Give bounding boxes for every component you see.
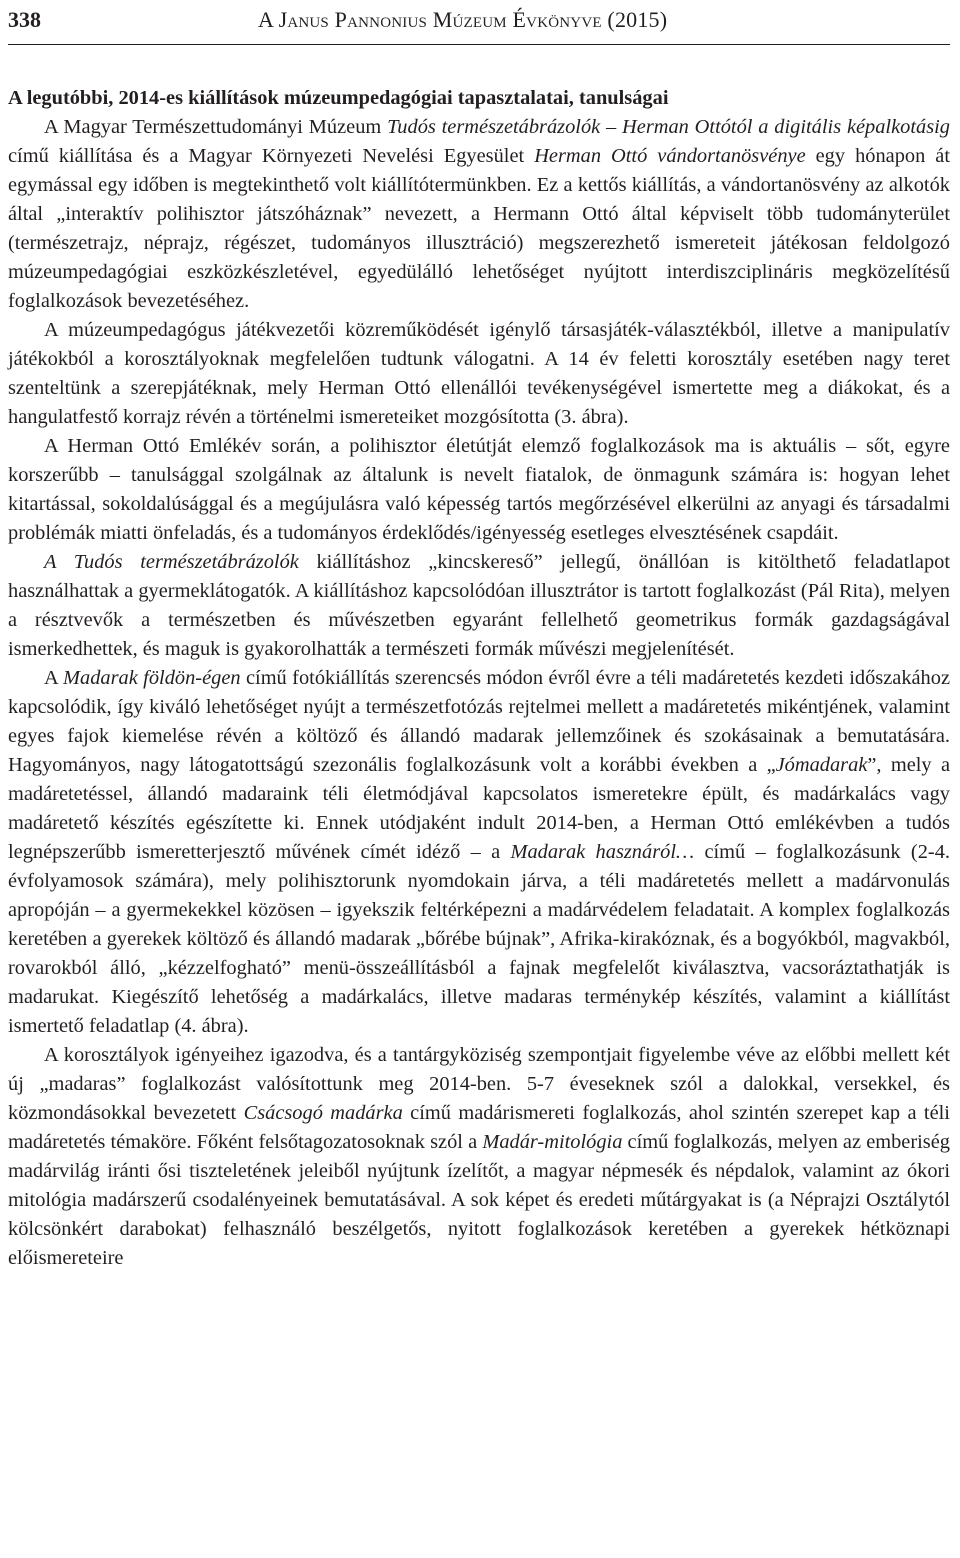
article-body <box>8 84 950 1273</box>
italic-title-text: Herman Ottó vándortanösvénye <box>534 145 806 167</box>
running-title: A Janus Pannonius Múzeum Évkönyve (2015) <box>258 7 668 32</box>
italic-title-text: Jómadarak <box>775 754 868 776</box>
section-heading: A legutóbbi, 2014-es kiállítások múzeumpedagógiai tapasztalatai, tanulságai <box>8 87 669 109</box>
body-text: című fotókiállítás szerencsés módon évről évre a téli madáretetés kezdeti időszakához kapcsolódik, így kiváló lehetőséget nyújt a természetfotózás rejtelmei mellett a madáretetés mikéntjének, valamint egyes fajok kiemelése révén a költöző és állandó madarak jellemzőinek és szokásainak a bemutatására. Hagyományos, nagy látogatottságú szezonális foglalkozásunk volt a korábbi években a „ <box>8 667 951 776</box>
paragraph <box>8 316 950 432</box>
body-text: A múzeumpedagógus játékvezetői közreműködését igénylő társasjáték-választékból, illetve a manipulatív játékokból a korosztályoknak megfelelően tudtunk válogatni. A 14 év feletti korosztály esetében nagy teret szenteltünk a szerepjátéknak, mely Herman Ottó ellenállói tevékenységével ismertette meg a diákokat, és a hangulatfestő korrajz révén a történelmi ismereteiket mozgósította (3. ábra). <box>8 319 950 428</box>
header-rule <box>8 44 950 45</box>
paragraph <box>8 1041 950 1273</box>
paragraph <box>8 548 950 664</box>
page-number: 338 <box>8 7 41 32</box>
body-text: A korosztályok igényeihez igazodva, és a tantárgyköziség szempontjait figyelembe véve az előbbi mellett két új „madaras” foglalkozást valósítottunk meg 2014-ben. 5-7 éveseknek szól a dalokkal, versekkel, és közmondásokkal bevezetett <box>8 1044 950 1124</box>
italic-title-text: Madár-mitológia <box>482 1131 623 1153</box>
italic-title-text: Madarak hasznáról… <box>510 841 695 863</box>
italic-title-text: Csácsogó madárka <box>243 1102 403 1124</box>
italic-title-text: A Tudós természetábrázolók <box>44 551 299 573</box>
paragraph <box>8 664 950 1041</box>
body-text: című – foglalkozásunk (2-4. évfolyamosok számára), mely polihisztorunk nyomdokain járva, a téli madáretetés mellett a madárvonulás apropóján – a gyermekekkel közösen – igyekszik feltérképezni a madárvédelem feladatait. A komplex foglalkozás keretében a gyerekek költöző és állandó madarak „bőrébe bújnak”, Afrika-kirakóznak, és a bogyókból, magvakból, rovarokból álló, „kézzelfogható” menü-összeállításból a fajnak megfelelőt kiválasztva, vacsoráztathatják is madarukat. Kiegészítő lehetőség a madárkalács, illetve madaras terménykép készítés, valamint a kiállítást ismertető feladatlap (4. ábra). <box>8 841 951 1037</box>
page-header <box>0 0 960 44</box>
body-text: kiállításhoz „kincskereső” jellegű, önállóan is kitölthető feladatlapot használhattak a gyermeklátogatók. A kiállításhoz kapcsolódóan illusztrátor is tartott foglalkozást (Pál Rita), melyen a résztvevők a természetben és művészetben egyaránt fellelhető geometrikus formák gazdagságával ismerkedhettek, és maguk is gyakorolhatták a természeti formák művészi megjelenítését. <box>8 551 951 660</box>
paragraph <box>8 432 950 548</box>
body-text: című foglalkozás, melyen az emberiség madárvilág iránti ősi tiszteletének jeleiből nyújtunk ízelítőt, a magyar népmesék és népdalok, valamint az ókori mitológia madárszerű csodalényeinek bemutatásával. A sok képet és eredeti műtárgyakat is (a Néprajzi Osztálytól kölcsönkért darabokat) felhasználó beszélgetős, nyitott foglalkozások keretében a gyerekek hétköznapi előismereteire <box>8 1131 950 1269</box>
body-text: A <box>44 667 64 689</box>
body-text: ”, mely a madáretetéssel, állandó madaraink téli életmódjával kapcsolatos ismeretekre épült, és madárkalács vagy madáretető készítés egészítette ki. Ennek utódjaként indult 2014-ben, a Herman Ottó emlékévben a tudós legnépszerűbb ismeretterjesztő művének címét idéző – a <box>8 754 950 863</box>
body-text: A Herman Ottó Emlékév során, a polihisztor életútját elemző foglalkozások ma is aktuális – sőt, egyre korszerűbb – tanulsággal szolgálnak az általunk is nevelt fiatalok, de önmagunk számára is: hogyan lehet kitartással, sokoldalúsággal és a megújulásra való képesség tartós megőrzésével elkerülni az anyagi és társadalmi problémák miatti önfeladás, és a tudományos érdeklődés/igényesség esetleges elvesztésének csapdáit. <box>8 435 950 544</box>
body-text: című kiállítása és a Magyar Környezeti Nevelési Egyesület <box>8 145 535 167</box>
italic-title-text: Madarak földön-égen <box>63 667 241 689</box>
paragraph <box>8 113 950 316</box>
italic-title-text: Tudós természetábrázolók – Herman Ottótól a digitális képalkotásig <box>387 116 950 138</box>
body-text: A Magyar Természettudományi Múzeum <box>44 116 388 138</box>
body-text: című madárismereti foglalkozás, ahol szintén szerepet kap a téli madáretetés témaköre. Főként felsőtagozatosoknak szól a <box>8 1102 950 1153</box>
body-text: egy hónapon át egymással egy időben is megtekinthető volt kiállítótermünkben. Ez a kettős kiállítás, a vándortanösvény az alkotók által „interaktív polihisztor játszóháznak” nevezett, a Hermann Ottó által képviselt több tudományterület (természetrajz, néprajz, régészet, tudományos illusztráció) megszerezhető ismereteit játékosan feldolgozó múzeumpedagógiai eszközkészletével, egyedülálló lehetőséget nyújtott interdiszciplináris megközelítésű foglalkozások bevezetéséhez. <box>8 145 951 312</box>
